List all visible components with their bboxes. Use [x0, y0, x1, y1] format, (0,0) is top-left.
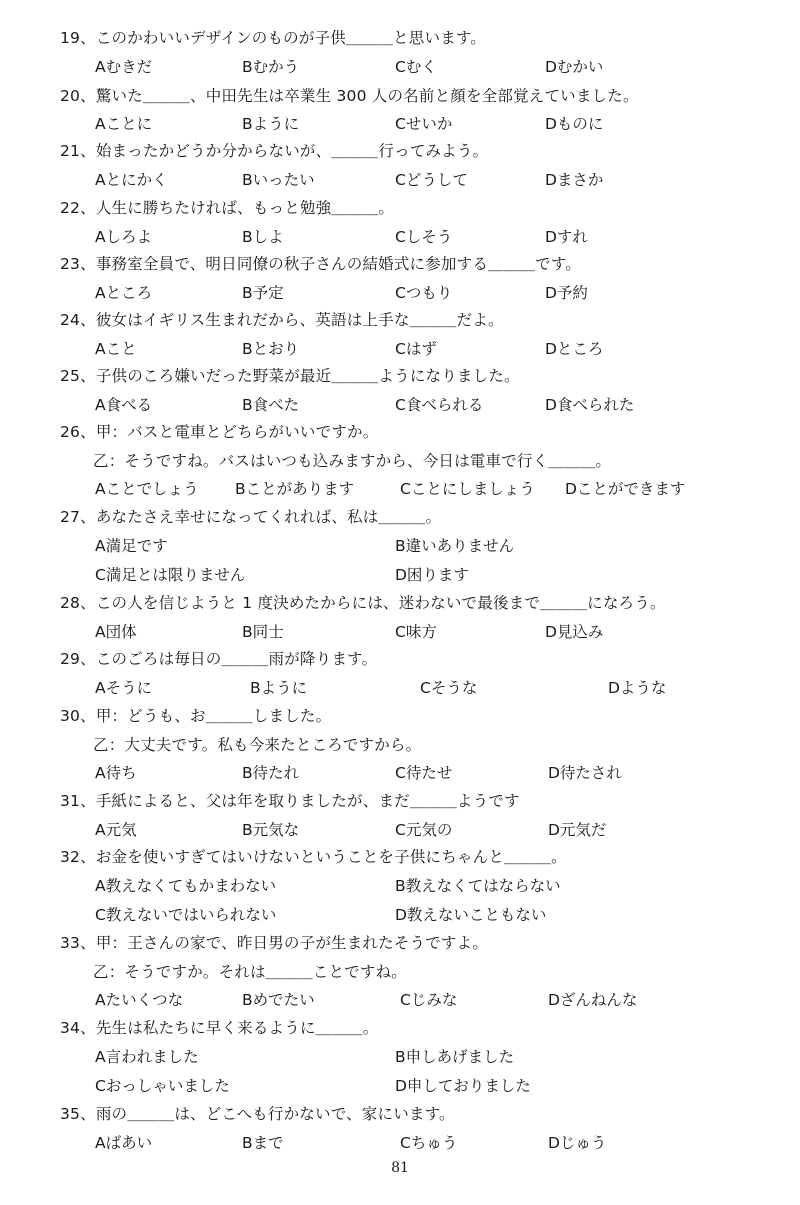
question-number: 19 — [60, 29, 81, 47]
option-a: Aむきだ — [95, 58, 153, 76]
option-d: Dすれ — [545, 228, 588, 246]
option-a: A教えなくてもかまわない — [95, 877, 277, 895]
option-d: Dざんねんな — [548, 991, 638, 1009]
question-35 — [60, 1104, 455, 1124]
question-number: 27 — [60, 508, 81, 526]
option-d: Dまさか — [545, 171, 604, 189]
option-b: Bとおり — [242, 340, 300, 358]
option-b: B申しあげました — [395, 1048, 515, 1066]
question-number: 23 — [60, 255, 81, 273]
option-d: D食べられた — [545, 396, 635, 414]
option-d: D元気だ — [548, 821, 607, 839]
question-stem: 、このごろは毎日の＿＿＿雨が降ります。 — [80, 650, 378, 668]
option-d: D予約 — [545, 284, 588, 302]
question-27 — [60, 507, 441, 527]
question-stem: 、甲：王さんの家で、昨日男の子が生まれたそうですよ。 — [80, 934, 489, 952]
option-a: Aそうに — [95, 679, 153, 697]
option-d: D困ります — [395, 566, 469, 584]
page-number: 81 — [391, 1160, 409, 1176]
option-a: Aしろよ — [95, 228, 153, 246]
option-c: Cむく — [395, 58, 437, 76]
option-d: Dことができます — [565, 480, 686, 498]
option-b: Bことがあります — [235, 480, 355, 498]
option-c: Cことにしましょう — [400, 480, 535, 498]
option-a: A元気 — [95, 821, 137, 839]
question-stem: 、彼女はイギリス生まれだから、英語は上手な＿＿＿だよ。 — [80, 311, 504, 329]
option-c: Cどうして — [395, 171, 468, 189]
question-number: 28 — [60, 594, 81, 612]
question-stem: 、人生に勝ちたければ、もっと勉強＿＿＿。 — [80, 199, 395, 217]
question-30 — [60, 706, 331, 726]
option-d: Dじゅう — [548, 1134, 607, 1152]
question-number: 30 — [60, 707, 81, 725]
option-c: Cおっしゃいました — [95, 1077, 230, 1095]
question-number: 20 — [60, 87, 81, 105]
option-c: C味方 — [395, 623, 437, 641]
option-c: C満足とは限りません — [95, 566, 246, 584]
question-33-reply: 乙：そうですか。それは＿＿＿ことですね。 — [93, 963, 408, 981]
option-b: Bように — [242, 115, 300, 133]
option-a: Aところ — [95, 284, 153, 302]
option-b: B教えなくてはならない — [395, 877, 561, 895]
question-23 — [60, 254, 581, 274]
option-c: Cじみな — [400, 991, 458, 1009]
question-number: 35 — [60, 1105, 81, 1123]
question-number: 26 — [60, 423, 81, 441]
option-c: Cはず — [395, 340, 437, 358]
option-b: Bまで — [242, 1134, 284, 1152]
question-number: 33 — [60, 934, 81, 952]
option-d: Dものに — [545, 115, 604, 133]
question-28 — [60, 593, 666, 613]
option-a: A言われました — [95, 1048, 199, 1066]
question-stem: 、このかわいいデザインのものが子供＿＿＿と思います。 — [80, 29, 487, 47]
question-number: 22 — [60, 199, 81, 217]
question-stem: 、事務室全員で、明日同僚の秋子さんの結婚式に参加する＿＿＿です。 — [80, 255, 581, 273]
question-20 — [60, 86, 639, 106]
option-a: Aこと — [95, 340, 137, 358]
question-stem: 、手紙によると、父は年を取りましたが、まだ＿＿＿ようです — [80, 792, 520, 810]
option-a: A食べる — [95, 396, 153, 414]
question-26-reply: 乙：そうですね。バスはいつも込みますから、今日は電車で行く＿＿＿。 — [93, 452, 612, 470]
option-b: Bように — [250, 679, 308, 697]
option-a: Aたいくつな — [95, 991, 184, 1009]
option-c: C待たせ — [395, 764, 453, 782]
question-stem: 、驚いた＿＿＿、中田先生は卒業生 300 人の名前と顔を全部覚えていました。 — [80, 87, 639, 105]
question-stem: 、雨の＿＿＿は、どこへも行かないで、家にいます。 — [80, 1105, 455, 1123]
question-stem: 、始まったかどうか分からないが、＿＿＿行ってみよう。 — [80, 142, 489, 160]
question-25 — [60, 366, 520, 386]
option-c: Cそうな — [420, 679, 478, 697]
option-c: Cしそう — [395, 228, 453, 246]
question-30-reply: 乙：大丈夫です。私も今来たところですから。 — [93, 736, 422, 754]
option-b: B待たれ — [242, 764, 300, 782]
option-d: D教えないこともない — [395, 906, 547, 924]
option-d: Dむかい — [545, 58, 604, 76]
question-stem: 、この人を信じようと 1 度決めたからには、迷わないで最後まで＿＿＿になろう。 — [80, 594, 666, 612]
question-stem: 、お金を使いすぎてはいけないということを子供にちゃんと＿＿＿。 — [80, 848, 567, 866]
option-d: Dところ — [545, 340, 604, 358]
question-stem: 、子供のころ嫌いだった野菜が最近＿＿＿ようになりました。 — [80, 367, 520, 385]
option-c: Cちゅう — [400, 1134, 458, 1152]
question-stem: 、甲：どうも、お＿＿＿しました。 — [80, 707, 332, 725]
option-b: B違いありません — [395, 537, 515, 555]
option-c: C食べられる — [395, 396, 484, 414]
option-d: D申しておりました — [395, 1077, 531, 1095]
option-b: Bむかう — [242, 58, 300, 76]
option-d: D見込み — [545, 623, 604, 641]
question-34 — [60, 1018, 378, 1038]
option-d: Dような — [608, 679, 667, 697]
option-d: D待たされ — [548, 764, 622, 782]
question-19 — [60, 28, 486, 48]
option-a: Aことに — [95, 115, 153, 133]
question-29 — [60, 649, 377, 669]
question-number: 25 — [60, 367, 81, 385]
option-a: Aばあい — [95, 1134, 153, 1152]
option-b: Bめでたい — [242, 991, 315, 1009]
option-a: Aとにかく — [95, 171, 168, 189]
question-number: 24 — [60, 311, 81, 329]
question-number: 21 — [60, 142, 81, 160]
option-a: A満足です — [95, 537, 168, 555]
question-32 — [60, 847, 567, 867]
question-33 — [60, 933, 488, 953]
question-number: 29 — [60, 650, 81, 668]
question-22 — [60, 198, 394, 218]
option-c: Cつもり — [395, 284, 453, 302]
option-c: C元気の — [395, 821, 453, 839]
option-c: Cせいか — [395, 115, 453, 133]
question-stem: 、あなたさえ幸せになってくれれば、私は＿＿＿。 — [80, 508, 442, 526]
question-stem: 、先生は私たちに早く来るように＿＿＿。 — [80, 1019, 379, 1037]
option-b: B元気な — [242, 821, 300, 839]
question-stem: 、甲：バスと電車とどちらがいいですか。 — [80, 423, 379, 441]
question-number: 32 — [60, 848, 81, 866]
option-a: A待ち — [95, 764, 137, 782]
option-c: C教えないではいられない — [95, 906, 277, 924]
option-b: Bいったい — [242, 171, 315, 189]
option-a: Aことでしょう — [95, 480, 199, 498]
question-21 — [60, 141, 488, 161]
option-b: B予定 — [242, 284, 284, 302]
question-number: 34 — [60, 1019, 81, 1037]
option-b: B同士 — [242, 623, 284, 641]
option-b: Bしよ — [242, 228, 284, 246]
question-24 — [60, 310, 504, 330]
question-26 — [60, 422, 378, 442]
option-a: A団体 — [95, 623, 137, 641]
question-number: 31 — [60, 792, 81, 810]
option-b: B食べた — [242, 396, 300, 414]
question-31 — [60, 791, 520, 811]
